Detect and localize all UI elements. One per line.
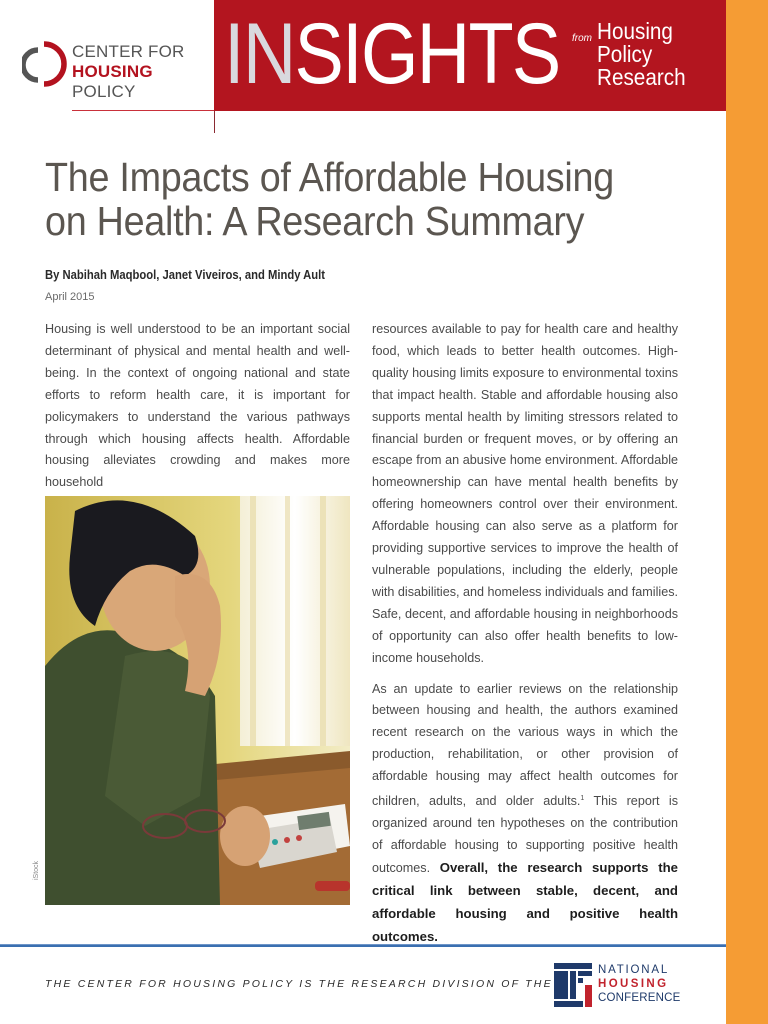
photo-credit: iStock (33, 860, 40, 880)
right-paragraph-1: resources available to pay for health care and healthy food, which leads to better health outcomes. High-quality housing limits exposure to environmental toxins that impact health. Stable and affordable housing also supports mental health by limiting stressors related to financial burden or frequent moves, or by offering an escape from an abusive home environment. Affordable homeownership can have mental health benefits by offering homeowners control over their environment. Affordable housing can also serve as a platform for providing supportive services to improve the health of vulnerable populations, including the elderly, people with disabilities, and homeless individuals and families. Safe, decent, and affordable housing in neighborhoods of opportunity can also offer health benefits to low-income households. (372, 322, 678, 665)
page-title: The Impacts of Affordable Housing on Health: A Research Summary (45, 154, 614, 244)
footnote-marker[interactable]: 1 (580, 795, 585, 803)
byline: By Nabihah Maqbool, Janet Viveiros, and Mindy Ault (45, 268, 326, 282)
footer-divider (0, 944, 726, 947)
logo-text (72, 42, 212, 102)
orange-side-strip (726, 0, 768, 1024)
header-divider-horizontal (72, 110, 214, 111)
logo-line-1: CENTER FOR (72, 42, 185, 61)
right-column-text (372, 319, 678, 949)
banner-from: from (572, 33, 592, 44)
right-paragraph-2: As an update to earlier reviews on the relationship between housing and health, the authors examined recent research on the various ways in which the production, rehabilitation, or other provision of affordable housing may affect health outcomes for children, adults, and older adults.$^1$ This report is organized around ten hypotheses on the contribution of affordable housing to supporting positive health outcomes. Overall, the research supports the critical link between stable, decent, and affordable housing and positive health outcomes. (372, 681, 678, 944)
publication-date: April 2015 (45, 291, 95, 303)
nhc-logo-mark-icon (554, 963, 594, 1007)
key-finding: Overall, the research supports the critical link between stable, decent, and affordable housing and positive health outcomes. (372, 859, 678, 944)
logo-line-2: HOUSING POLICY (72, 62, 153, 101)
logo-mark-icon (22, 36, 68, 92)
banner-subtitle: Housing Policy Research (597, 18, 686, 90)
header-divider-vertical (214, 111, 215, 133)
national-housing-conference-logo (554, 963, 694, 1007)
article-photo (45, 496, 350, 905)
insights-banner (214, 0, 726, 111)
left-column-text: Housing is well understood to be an important social determinant of physical and mental health and well-being. In the context of ongoing national and state efforts to reform health care, it is important for policymakers to understand the various pathways through which housing affects health. Affordable housing alleviates crowding and makes more household (45, 322, 350, 490)
footer-tagline: THE CENTER FOR HOUSING POLICY IS THE RESEARCH DIVISION OF THE (45, 978, 553, 990)
photo-illustration (45, 496, 350, 905)
nhc-logo-text: NATIONAL HOUSING CONFERENCE (598, 964, 681, 1004)
banner-title: INSIGHTS (224, 6, 560, 102)
center-for-housing-policy-logo (22, 36, 212, 101)
